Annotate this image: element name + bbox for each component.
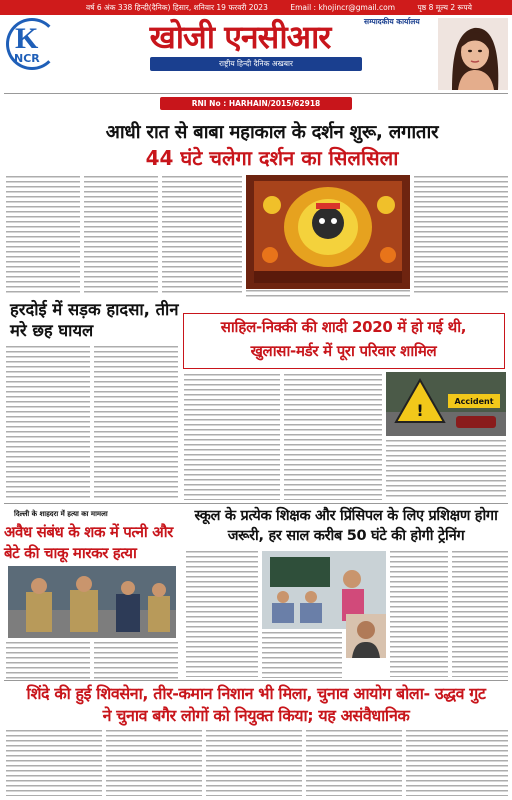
avaidh-story-text-col2 — [94, 642, 178, 680]
police-photo — [8, 566, 176, 638]
lead-story-text-col3 — [414, 176, 508, 296]
accident-photo — [386, 372, 506, 436]
accident-illustration — [386, 372, 506, 436]
newspaper-title: खोजी एनसीआर — [149, 18, 331, 56]
page-price-info: पृष्ठ 8 मूल्य 2 रूपये — [417, 2, 472, 12]
sahil-nikki-headline-box — [183, 313, 505, 369]
sahil-story-text-col1 — [184, 374, 280, 500]
shinde-story-text-col5 — [406, 730, 508, 796]
avaidh-headline-line1[interactable]: अवैध संबंध के शक में पत्नी और — [4, 523, 173, 541]
sahil-story-text-col2 — [284, 374, 382, 500]
shinde-headline-line2[interactable]: ने चुनाव बगैर लोगों को नियुक्त किया; यह असंवैधानिक — [102, 706, 410, 725]
section-divider-bottom — [4, 680, 508, 681]
mahakal-temple-photo — [246, 175, 410, 289]
issue-info: वर्ष 6 अंक 338 हिन्दी(दैनिक) हिसार, शनिवार 19 फरवरी 2023 — [86, 2, 268, 12]
school-story-text-col3 — [390, 551, 448, 677]
ncr-logo — [6, 18, 58, 70]
school-headline-line1[interactable]: स्कूल के प्रत्येक शिक्षक और प्रिंसिपल के लिए प्रशिक्षण होगा — [194, 508, 498, 524]
school-story-text-col4 — [452, 551, 508, 677]
sahil-nikki-headline-line2[interactable]: खुलासा-मर्डर में पूरा परिवार शामिल — [250, 342, 437, 360]
lead-headline-line1[interactable]: आधी रात से बाबा महाकाल के दर्शन शुरू, लगातार — [105, 122, 439, 143]
avaidh-story-text-col1 — [6, 642, 90, 680]
email-info[interactable]: Email : khojincr@gmail.com — [290, 3, 396, 12]
hardoi-headline[interactable]: हरदोई में सड़क हादसा, तीन मरे छह घायल — [10, 300, 179, 340]
newspaper-tagline: राष्ट्रीय हिन्दी दैनिक अखबार — [150, 57, 362, 71]
lead-headline-line2[interactable]: 44 घंटे चलेगा दर्शन का सिलसिला — [145, 146, 399, 170]
section-divider-middle — [4, 503, 508, 504]
school-story-text-col1 — [186, 551, 258, 677]
school-headline-line2[interactable]: जरूरी, हर साल करीब 50 घंटे की होगी ट्रेनिंग — [227, 528, 465, 544]
accident-sign-label: Accident — [454, 397, 494, 406]
svg-text:!: ! — [416, 401, 424, 420]
editor-office-tag: सम्पादकीय कार्यालय — [364, 17, 420, 26]
official-portrait-illustration — [346, 614, 386, 658]
delhi-case-label: दिल्ली के शाहदरा में हत्या का मामला — [14, 510, 108, 518]
logo-letter: K — [15, 22, 39, 55]
sahil-story-text-col3 — [386, 440, 506, 500]
lead-story-text-col2 — [162, 176, 242, 296]
logo-ncr-text: NCR — [14, 52, 40, 65]
rni-number: RNI No : HARHAIN/2015/62918 — [160, 97, 352, 110]
masthead-title-block — [84, 17, 396, 57]
temple-illustration — [246, 175, 410, 289]
shinde-story-text-col2 — [106, 730, 202, 796]
masthead-divider — [4, 93, 508, 94]
avaidh-headline-line2[interactable]: बेटे की चाकू मारकर हत्या — [4, 544, 137, 562]
lead-story-text-col1 — [84, 176, 158, 296]
actress-portrait — [438, 18, 508, 90]
shinde-story-text-col4 — [306, 730, 402, 796]
shinde-story-text-col3 — [206, 730, 302, 796]
top-info-bar — [0, 0, 512, 15]
official-portrait — [346, 614, 386, 658]
school-story-text-col2 — [262, 632, 342, 678]
temple-photo-caption — [246, 290, 410, 298]
sahil-nikki-headline-line1[interactable]: साहिल-निक्की की शादी 2020 में हो गई थी, — [220, 318, 467, 336]
left-story-text — [6, 176, 80, 296]
portrait-illustration — [438, 18, 508, 90]
hardoi-story-text-col1 — [6, 346, 90, 500]
shinde-headline-line1[interactable]: शिंदे की हुई शिवसेना, तीर-कमान निशान भी मिला, चुनाव आयोग बोला- उद्धव गुट — [26, 684, 486, 703]
hardoi-story-text-col2 — [94, 346, 178, 500]
police-illustration — [8, 566, 176, 638]
shinde-story-text-col1 — [6, 730, 102, 796]
